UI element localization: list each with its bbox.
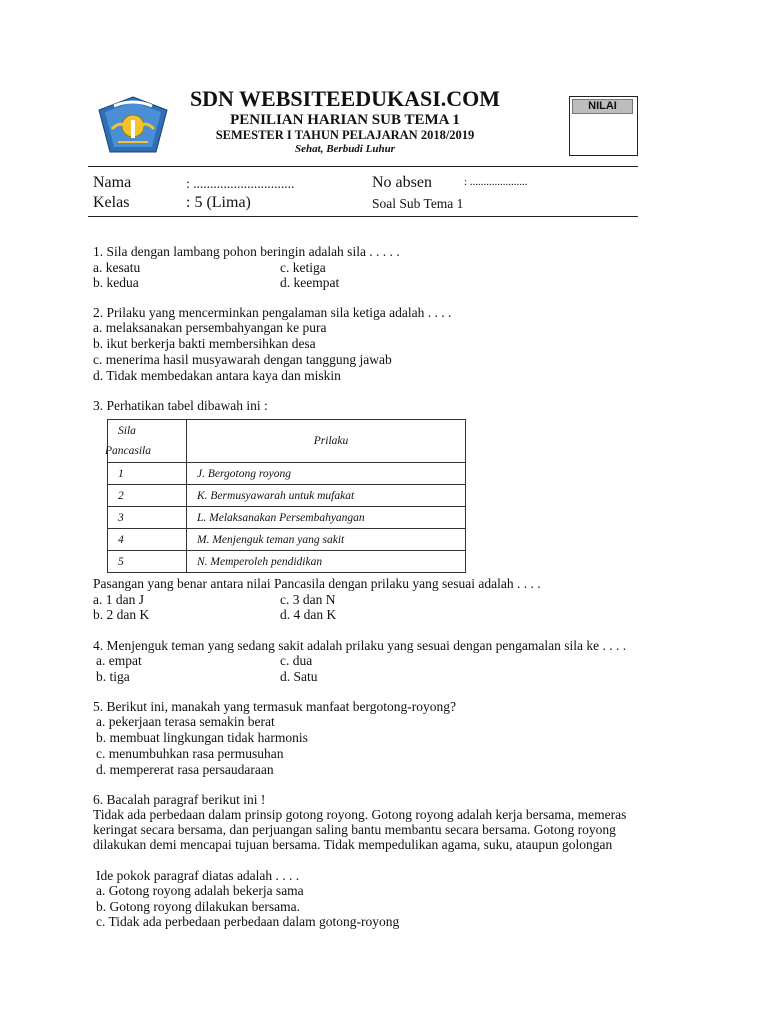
q5-text: 5. Berikut ini, manakah yang termasuk manfaat bergotong-royong?	[93, 699, 457, 714]
q1-option-b[interactable]: b. kedua	[93, 275, 139, 290]
q2-text: 2. Prilaku yang mencerminkan pengalaman sila ketiga adalah . . . .	[93, 305, 452, 320]
q2-option-a[interactable]: a. melaksanakan persembahyangan ke pura	[93, 320, 327, 335]
q3-option-b[interactable]: b. 2 dan K	[93, 607, 150, 622]
q2-option-c[interactable]: c. menerima hasil musyawarah dengan tanggung jawab	[93, 352, 392, 367]
school-motto: Sehat, Berbudi Luhur	[295, 143, 395, 155]
name-field[interactable]: : ..............................	[186, 176, 295, 191]
school-name: SDN WEBSITEEDUKASI.COM	[189, 86, 501, 111]
table-cell-prilaku: J. Bergotong royong	[187, 463, 466, 485]
table-cell-prilaku: N. Memperoleh pendidikan	[187, 551, 466, 573]
table-cell-number: 1	[108, 463, 187, 485]
q3-option-a[interactable]: a. 1 dan J	[93, 592, 144, 607]
q5-option-a[interactable]: a. pekerjaan terasa semakin berat	[96, 714, 275, 729]
q4-option-b[interactable]: b. tiga	[96, 669, 130, 684]
q4-option-a[interactable]: a. empat	[96, 653, 142, 668]
q4-option-c[interactable]: c. dua	[280, 653, 313, 668]
q3-question: Pasangan yang benar antara nilai Pancasila dengan prilaku yang sesuai adalah . . . .	[93, 576, 541, 591]
test-subtitle: Soal Sub Tema 1	[372, 196, 464, 211]
q1-option-d[interactable]: d. keempat	[280, 275, 340, 290]
table-row	[108, 551, 466, 573]
table-cell-number: 5	[108, 551, 187, 573]
absen-label: No absen	[372, 174, 432, 191]
table-cell-prilaku: L. Melaksanakan Persembahyangan	[187, 507, 466, 529]
q6-paragraph-line2: keringat secara bersama, dan perjuangan saling bantu membantu secara bersama. Gotong royong	[93, 822, 616, 837]
table-header-sila-line2: Pancasila	[105, 445, 151, 457]
table-header-sila	[105, 420, 187, 463]
q1-option-a[interactable]: a. kesatu	[93, 260, 141, 275]
name-label: Nama	[93, 174, 132, 191]
table-row	[108, 463, 466, 485]
class-label: Kelas	[93, 194, 130, 211]
semester-line: SEMESTER I TAHUN PELAJARAN 2018/2019	[215, 128, 475, 142]
header-divider-top	[88, 166, 638, 167]
header-divider-bottom	[88, 216, 638, 217]
table-header-prilaku: Prilaku	[187, 420, 466, 463]
q6-option-c[interactable]: c. Tidak ada perbedaan perbedaan dalam gotong-royong	[96, 914, 400, 929]
table-row	[108, 485, 466, 507]
q3-text: 3. Perhatikan tabel dibawah ini :	[93, 398, 268, 413]
q4-text: 4. Menjenguk teman yang sedang sakit adalah prilaku yang sesuai dengan pengamalan sila ke . . . .	[93, 638, 627, 653]
table-cell-prilaku: M. Menjenguk teman yang sakit	[187, 529, 466, 551]
q5-option-b[interactable]: b. membuat lingkungan tidak harmonis	[96, 730, 308, 745]
assessment-title: PENILIAN HARIAN SUB TEMA 1	[230, 112, 460, 128]
q4-option-d[interactable]: d. Satu	[280, 669, 318, 684]
table-row	[108, 507, 466, 529]
q2-option-d[interactable]: d. Tidak membedakan antara kaya dan miskin	[93, 368, 341, 383]
q6-paragraph-line3: dilakukan demi mencapai tujuan bersama. Tidak mempedulikan agama, suku, ataupun golongan	[93, 837, 613, 852]
q6-text: 6. Bacalah paragraf berikut ini !	[93, 792, 266, 807]
table-cell-number: 3	[108, 507, 187, 529]
table-cell-number: 4	[108, 529, 187, 551]
absen-field[interactable]: : .....................	[464, 176, 528, 188]
pancasila-table	[107, 419, 466, 573]
q3-option-c[interactable]: c. 3 dan N	[280, 592, 336, 607]
q6-option-a[interactable]: a. Gotong royong adalah bekerja sama	[96, 883, 304, 898]
class-value: : 5 (Lima)	[186, 194, 251, 211]
q6-paragraph-line1: Tidak ada perbedaan dalam prinsip gotong royong. Gotong royong adalah kerja bersama, memeras	[93, 807, 627, 822]
q3-option-d[interactable]: d. 4 dan K	[280, 607, 337, 622]
q5-option-d[interactable]: d. mempererat rasa persaudaraan	[96, 762, 274, 777]
q1-option-c[interactable]: c. ketiga	[280, 260, 326, 275]
q6-option-b[interactable]: b. Gotong royong dilakukan bersama.	[96, 899, 300, 914]
table-header-sila-line1: Sila	[118, 425, 136, 437]
table-cell-prilaku: K. Bermusyawarah untuk mufakat	[187, 485, 466, 507]
q6-question: Ide pokok paragraf diatas adalah . . . .	[96, 868, 300, 883]
score-label: NILAI	[572, 99, 633, 114]
q1-text: 1. Sila dengan lambang pohon beringin adalah sila . . . . .	[93, 244, 400, 259]
q5-option-c[interactable]: c. menumbuhkan rasa permusuhan	[96, 746, 284, 761]
q2-option-b[interactable]: b. ikut berkerja bakti membersihkan desa	[93, 336, 316, 351]
table-cell-number: 2	[108, 485, 187, 507]
table-row	[108, 529, 466, 551]
